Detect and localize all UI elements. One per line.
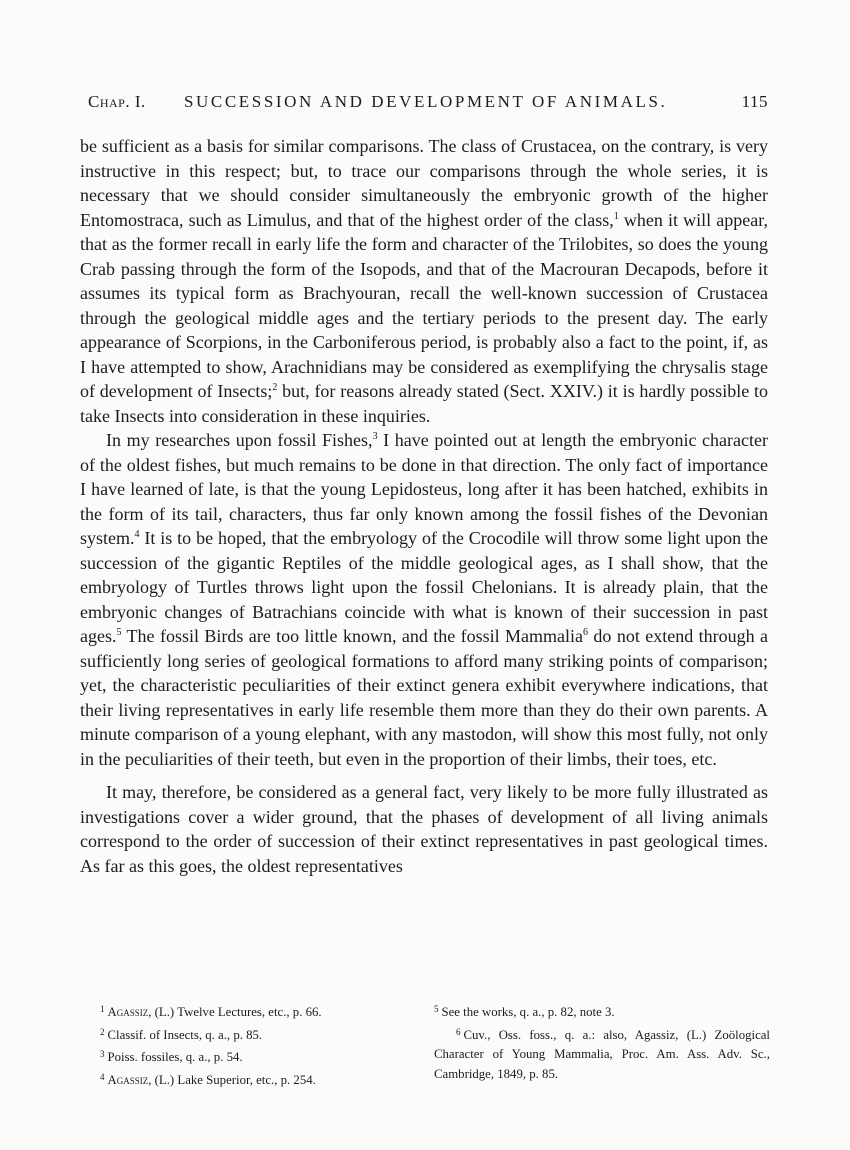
- footnote-ref: 1: [613, 210, 619, 222]
- footnote: [100, 1045, 420, 1068]
- footnote-text: Cuv., Oss. foss., q. a.: also, Agassiz, (L.) Zoölogical Character of Young Mammalia, Proc. Am. Ass. Adv. Sc., Cambridge, 1849, p. 85.: [434, 1027, 770, 1081]
- footnote: [100, 1068, 420, 1091]
- text-run: but, for reasons already stated (Sect. XXIV.) it is hardly possible to take Insects into consideration in these inquiries.: [80, 381, 768, 426]
- footnote-ref: 4: [134, 529, 140, 540]
- body-text: [80, 134, 768, 878]
- footnote: [100, 1000, 420, 1023]
- footnote: [434, 1023, 770, 1085]
- footnote-text: See the works, q. a., p. 82, note 3.: [441, 1005, 615, 1019]
- footnotes-left-column: [100, 1000, 420, 1090]
- footnote-text: (L.) Lake Superior, etc., p. 254.: [151, 1072, 316, 1087]
- footnote-mark: 6: [456, 1026, 461, 1037]
- footnote-text: Classif. of Insects, q. a., p. 85.: [107, 1027, 263, 1042]
- footnote: [434, 1000, 770, 1023]
- author-name: Agassiz,: [107, 1072, 152, 1087]
- text-run: I have pointed out at length the embryonic character of the oldest fishes, but much remains to be done in that direction. The only fact of importance I have learned of late, is that the young Lepidosteus, long after it has been hatched, exhibits in the form of its tail, characters, thus far only known among the fossil fishes of the Devonian system.: [80, 430, 768, 548]
- footnote-mark: 4: [100, 1071, 105, 1082]
- footnote-ref: 2: [272, 382, 278, 393]
- footnotes-right-column: [434, 1000, 770, 1084]
- text-run: do not extend through a sufficiently long series of geological formations to afford many striking points of comparison; yet, the characteristic peculiarities of their extinct genera exhibit everywhere indications, that their living representatives in early life resemble them more than they do their own parents. A minute comparison of a young elephant, with any mastodon, will show this most fully, not only in the peculiarities of their teeth, but even in the proportion of their limbs, their toes, etc.: [80, 626, 768, 769]
- footnote-mark: 1: [100, 1004, 105, 1014]
- text-run: be sufficient as a basis for similar comparisons. The class of Crustacea, on the contrary, is very instructive in this respect; but, to trace our comparisons through the whole series, it is necessary that we should consider simultaneously the embryonic growth of the higher Entomostraca, such as Limulus, and that of the highest order of the class,: [80, 136, 768, 230]
- footnote-mark: 2: [100, 1026, 105, 1037]
- page-number: 115: [741, 92, 768, 111]
- footnote-ref: 6: [583, 627, 589, 638]
- paragraph: [80, 780, 768, 878]
- footnote-ref: 3: [372, 431, 378, 442]
- text-run: The fossil Birds are too little known, and the fossil Mammalia: [121, 626, 584, 646]
- paragraph: [80, 428, 768, 771]
- text-run: It is to be hoped, that the embryology of the Crocodile will throw some light upon the succession of the gigantic Reptiles of the middle geological ages, as I shall show, that the embryology of Turtles throws light upon the fossil Chelonians. It is already plain, that the embryonic changes of Batrachians coincide with what is known of their succession in past ages.: [80, 528, 768, 646]
- chapter-label: Chap. I.: [88, 92, 146, 111]
- text-run: when it will appear, that as the former recall in early life the form and character of the Trilobites, so does the young Crab passing through the form of the Isopods, and that of the Macrouran Decapods, before it assumes its typical form as Brachyouran, recall the well-known succession of Crustacea through the geological middle ages and the tertiary periods to the present day. The early appearance of Scorpions, in the Carboniferous period, is probably also a fact to the point, if, as I have attempted to show, Arachnidians may be considered as exemplifying the chrysalis stage of development of Insects;: [80, 209, 769, 401]
- author-name: Agassiz,: [107, 1005, 152, 1019]
- running-title: SUCCESSION AND DEVELOPMENT OF ANIMALS.: [184, 92, 668, 111]
- footnote-mark: 5: [434, 1004, 439, 1014]
- paragraph: [80, 134, 768, 428]
- running-header: [88, 92, 768, 116]
- text-run: In my researches upon fossil Fishes,: [106, 430, 373, 450]
- footnote: [100, 1023, 420, 1046]
- footnote-mark: 3: [100, 1049, 105, 1059]
- text-run: It may, therefore, be considered as a general fact, very likely to be more fully illustrated as investigations cover a wider ground, that the phases of development of all living animals correspond to the order of succession of their extinct representatives in past geological times. As far as this goes, the oldest representatives: [80, 782, 768, 876]
- footnotes: [88, 1000, 770, 1087]
- footnote-text: Poiss. fossiles, q. a., p. 54.: [107, 1050, 243, 1064]
- footnote-text: (L.) Twelve Lectures, etc., p. 66.: [151, 1005, 322, 1019]
- footnote-ref: 5: [116, 627, 122, 638]
